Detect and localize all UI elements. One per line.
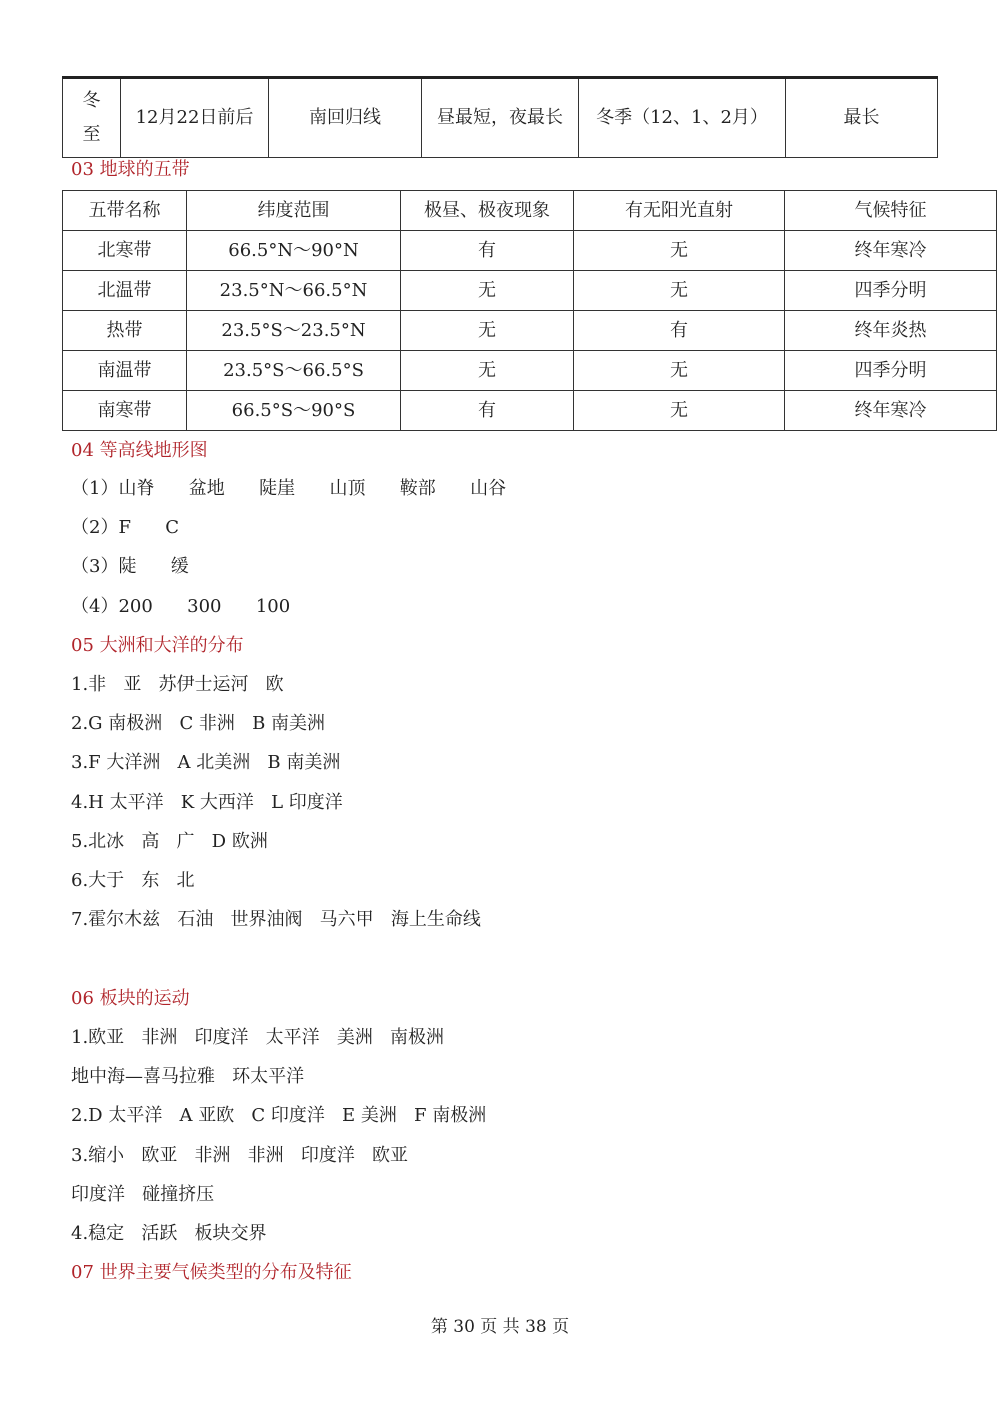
table-row [63,231,997,271]
five-zones-table [62,190,997,431]
table-cell: 23.5°S～66.5°S [187,351,401,391]
answer-line: 4.稳定 活跃 板块交界 [71,1223,267,1244]
answer-line: （2）F C [71,517,180,539]
solstice-table [62,76,938,158]
table-cell: 终年炎热 [785,311,997,351]
table-cell: 南温带 [63,351,187,391]
table-row [63,191,997,231]
table-cell: 四季分明 [785,271,997,311]
table-cell: 四季分明 [785,351,997,391]
table-row [63,271,997,311]
section-heading: 03 地球的五带 [71,159,190,180]
table-cell: 南回归线 [269,78,422,158]
table-cell: 纬度范围 [187,191,401,231]
answer-line: 3.F 大洋洲 A 北美洲 B 南美洲 [71,752,341,774]
table-cell: 23.5°S～23.5°N [187,311,401,351]
table-cell: 有 [574,311,785,351]
table-cell: 无 [574,391,785,431]
table-cell: 北寒带 [63,231,187,271]
table-cell: 最长 [786,78,938,158]
table-cell: 极昼、极夜现象 [401,191,574,231]
table-cell: 无 [401,311,574,351]
table-cell: 无 [574,271,785,311]
section-heading: 05 大洲和大洋的分布 [71,635,244,656]
table-row [63,78,938,158]
table-cell: 无 [401,351,574,391]
answer-line: 2.D 太平洋 A 亚欧 C 印度洋 E 美洲 F 南极洲 [71,1105,487,1127]
answer-line: （3）陡 缓 [71,556,189,578]
answer-line: 6.大于 东 北 [71,870,195,891]
answer-line: 印度洋 碰撞挤压 [71,1183,215,1205]
answer-line: 2.G 南极洲 C 非洲 B 南美洲 [71,713,326,735]
answer-line: （1）山脊 盆地 陡崖 山顶 鞍部 山谷 [71,478,507,499]
page-footer: 第 30 页 共 38 页 [430,1317,570,1337]
table-cell: 气候特征 [785,191,997,231]
section-heading: 07 世界主要气候类型的分布及特征 [71,1262,352,1283]
table-cell: 有无阳光直射 [574,191,785,231]
table-cell: 热带 [63,311,187,351]
table-cell: 12月22日前后 [121,78,269,158]
table-cell: 南寒带 [63,391,187,431]
table-cell: 无 [574,231,785,271]
answer-line: 1.非 亚 苏伊士运河 欧 [71,674,284,695]
section-heading: 06 板块的运动 [71,988,190,1009]
answer-line: 3.缩小 欧亚 非洲 非洲 印度洋 欧亚 [71,1144,408,1166]
table-cell: 无 [401,271,574,311]
table-row [63,351,997,391]
answer-line: （4）200 300 100 [71,595,291,617]
table-cell: 终年寒冷 [785,231,997,271]
table-cell: 66.5°S～90°S [187,391,401,431]
table-cell: 66.5°N～90°N [187,231,401,271]
table-row [63,311,997,351]
table-cell: 北温带 [63,271,187,311]
answer-line: 1.欧亚 非洲 印度洋 太平洋 美洲 南极洲 [71,1027,444,1048]
answer-line: 5.北冰 高 广 D 欧洲 [71,830,268,852]
table-row [63,391,997,431]
table-cell: 五带名称 [63,191,187,231]
table-cell: 昼最短，夜最长 [422,78,579,158]
answer-line: 4.H 太平洋 K 大西洋 L 印度洋 [71,791,343,813]
table-cell: 终年寒冷 [785,391,997,431]
table-cell: 有 [401,231,574,271]
table-cell: 无 [574,351,785,391]
table-cell: 有 [401,391,574,431]
answer-line: 地中海—喜马拉雅 环太平洋 [71,1066,305,1088]
answer-line: 7.霍尔木兹 石油 世界油阀 马六甲 海上生命线 [71,909,481,931]
section-heading: 04 等高线地形图 [71,440,208,461]
table-cell: 冬季（12、1、2月） [579,78,786,158]
table-cell: 23.5°N～66.5°N [187,271,401,311]
table-cell: 冬 至 [63,78,121,158]
